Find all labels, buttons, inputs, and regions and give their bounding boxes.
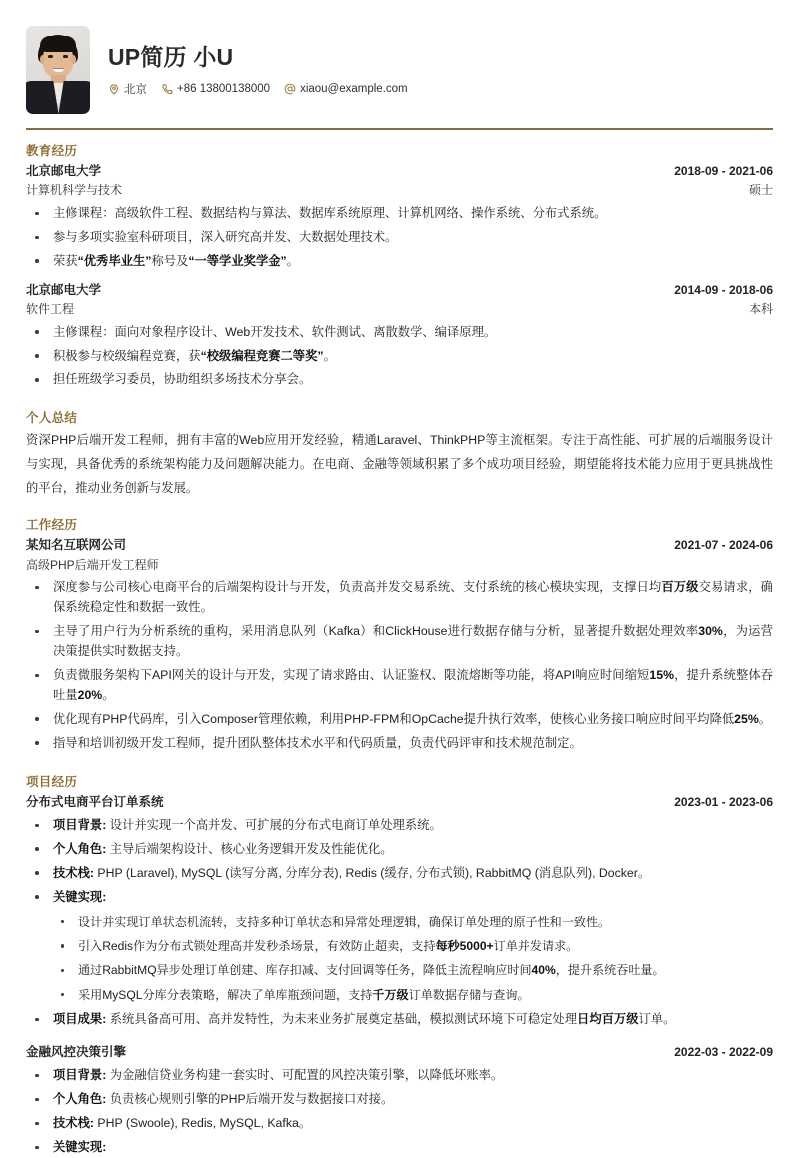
education-degree: 本科 <box>748 302 773 317</box>
section-title-education: 教育经历 <box>26 144 78 158</box>
education-major: 计算机科学与技术 <box>26 183 123 198</box>
project-name: 分布式电商平台订单系统 <box>26 794 164 809</box>
education-degree: 硕士 <box>748 183 773 198</box>
nested-list-item: 设计并实现订单状态机流转，支持多种订单状态和异常处理逻辑，确保订单处理的原子性和一致性。 <box>53 913 773 932</box>
contact-location-value: 北京 <box>124 84 147 97</box>
list-item: 负责微服务架构下API网关的设计与开发，实现了请求路由、认证鉴权、限流熔断等功能，将API响应时间缩短15%，提升系统整体吞吐量20%。 <box>26 666 773 706</box>
contact-email-value: xiaou@example.com <box>300 83 408 96</box>
contact-phone-value: +86 13800138000 <box>177 83 271 96</box>
work-entry <box>26 536 773 753</box>
work-role: 高级PHP后端开发工程师 <box>26 557 159 572</box>
item-text: PHP (Laravel), MySQL (读写分离, 分库分表), Redis (缓存, 分布式锁), RabbitMQ (消息队列), Docker。 <box>97 865 651 880</box>
project-entry <box>26 793 773 1030</box>
section-title-projects: 项目经历 <box>26 774 78 789</box>
project-entry <box>26 1043 773 1158</box>
list-item: 担任班级学习委员，协助组织多场技术分享会。 <box>26 370 773 390</box>
project-name: 金融风控决策引擎 <box>26 1044 127 1059</box>
nested-list-item: 引入Redis作为分布式锁处理高并发秒杀场景，有效防止超卖，支持每秒5000+订单并发请求。 <box>53 937 773 956</box>
education-bullets <box>26 204 773 272</box>
location-pin-icon <box>108 83 120 95</box>
item-text: 为金融信贷业务构建一套实时、可配置的风控决策引擎，以降低坏账率。 <box>109 1068 504 1083</box>
project-date: 2022-03 - 2022-09 <box>674 1044 773 1059</box>
section-summary <box>26 408 773 501</box>
list-item <box>26 816 773 836</box>
item-label: 技术栈: <box>53 1115 94 1130</box>
profile-photo <box>26 26 90 114</box>
section-work <box>26 515 773 753</box>
work-bullets <box>26 578 773 753</box>
education-entry <box>26 281 773 391</box>
list-item: 深度参与公司核心电商平台的后端架构设计与开发，负责高并发交易系统、支付系统的核心模块实现，支撑日均百万级交易请求，确保系统稳定性和数据一致性。 <box>26 578 773 618</box>
list-item: 主修课程：高级软件工程、数据结构与算法、数据库系统原理、计算机网络、操作系统、分布式系统。 <box>26 204 773 224</box>
work-company: 某知名互联网公司 <box>26 538 127 553</box>
education-major: 软件工程 <box>26 302 75 317</box>
education-school: 北京邮电大学 <box>26 164 102 178</box>
work-date: 2021-07 - 2024-06 <box>674 538 773 553</box>
education-school: 北京邮电大学 <box>26 282 102 297</box>
nested-list <box>53 913 773 1005</box>
item-label: 个人角色: <box>53 841 107 856</box>
item-label: 项目背景: <box>53 817 107 832</box>
section-title-work: 工作经历 <box>26 518 78 533</box>
project-date: 2023-01 - 2023-06 <box>674 794 773 809</box>
contact-email <box>284 83 408 95</box>
item-label: 关键实现: <box>53 889 107 904</box>
education-entry <box>26 162 773 272</box>
section-projects <box>26 772 773 1158</box>
list-item <box>26 1138 773 1158</box>
section-education <box>26 141 773 390</box>
item-text: 设计并实现一个高并发、可扩展的分布式电商订单处理系统。 <box>109 817 442 832</box>
contact-phone <box>161 83 270 95</box>
list-item <box>26 1090 773 1110</box>
education-date: 2014-09 - 2018-06 <box>674 282 773 297</box>
list-item: 主修课程：面向对象程序设计、Web开发技术、软件测试、离散数学、编译原理。 <box>26 323 773 343</box>
item-label: 关键实现: <box>53 1139 107 1154</box>
nested-list-item: 通过RabbitMQ异步处理订单创建、库存扣减、支付回调等任务，降低主流程响应时间40%，提升系统吞吐量。 <box>53 961 773 980</box>
page-title: UP简历 小U <box>108 43 234 70</box>
header-divider <box>26 128 773 130</box>
email-at-icon <box>284 83 296 95</box>
item-text: PHP (Swoole), Redis, MySQL, Kafka。 <box>97 1115 312 1130</box>
project-items <box>26 1066 773 1158</box>
section-title-summary: 个人总结 <box>26 411 78 426</box>
phone-icon <box>161 83 173 95</box>
education-bullets <box>26 323 773 391</box>
contact-location <box>108 81 147 97</box>
item-text: 负责核心规则引擎的PHP后端开发与数据接口对接。 <box>109 1092 394 1107</box>
item-label: 技术栈: <box>53 865 94 880</box>
project-items <box>26 816 773 1030</box>
list-item: 指导和培训初级开发工程师，提升团队整体技术水平和代码质量，负责代码评审和技术规范制定。 <box>26 734 773 754</box>
summary-text: 资深PHP后端开发工程师，拥有丰富的Web应用开发经验，精通Laravel、ThinkPHP等主流框架。专注于高性能、可扩展的后端服务设计与实现，具备优秀的系统架构能力及问题解决能力。在电商、金融等领域积累了多个成功项目经验，期望能将技术能力应用于更具挑战性的平台，推动业务创新与发展。 <box>26 433 773 496</box>
list-item: 积极参与校级编程竞赛，获“校级编程竞赛二等奖”。 <box>26 347 773 367</box>
item-text: 主导后端架构设计、核心业务逻辑开发及性能优化。 <box>109 841 393 856</box>
resume-header <box>26 22 773 128</box>
list-item <box>26 1066 773 1086</box>
item-text: 系统具备高可用、高并发特性，为未来业务扩展奠定基础，模拟测试环境下可稳定处理日均百万级订单。 <box>109 1011 676 1026</box>
list-item: 参与多项实验室科研项目，深入研究高并发、大数据处理技术。 <box>26 228 773 248</box>
list-item: 主导了用户行为分析系统的重构，采用消息队列（Kafka）和ClickHouse进行数据存储与分析，显著提升数据处理效率30%，为运营决策提供实时数据支持。 <box>26 622 773 662</box>
item-label: 个人角色: <box>53 1092 107 1107</box>
education-date: 2018-09 - 2021-06 <box>674 164 773 178</box>
list-item <box>26 864 773 884</box>
list-item <box>26 840 773 860</box>
item-label: 项目背景: <box>53 1068 107 1083</box>
list-item <box>26 1114 773 1134</box>
list-item: 优化现有PHP代码库，引入Composer管理依赖，利用PHP-FPM和OpCache提升执行效率，使核心业务接口响应时间平均降低25%。 <box>26 710 773 730</box>
item-label: 项目成果: <box>53 1011 107 1026</box>
list-item <box>26 1010 773 1030</box>
list-item <box>26 888 773 1005</box>
contact-list <box>108 81 773 97</box>
list-item: 荣获“优秀毕业生”称号及“一等学业奖学金”。 <box>26 252 773 272</box>
nested-list-item: 采用MySQL分库分表策略，解决了单库瓶颈问题，支持千万级订单数据存储与查询。 <box>53 986 773 1005</box>
